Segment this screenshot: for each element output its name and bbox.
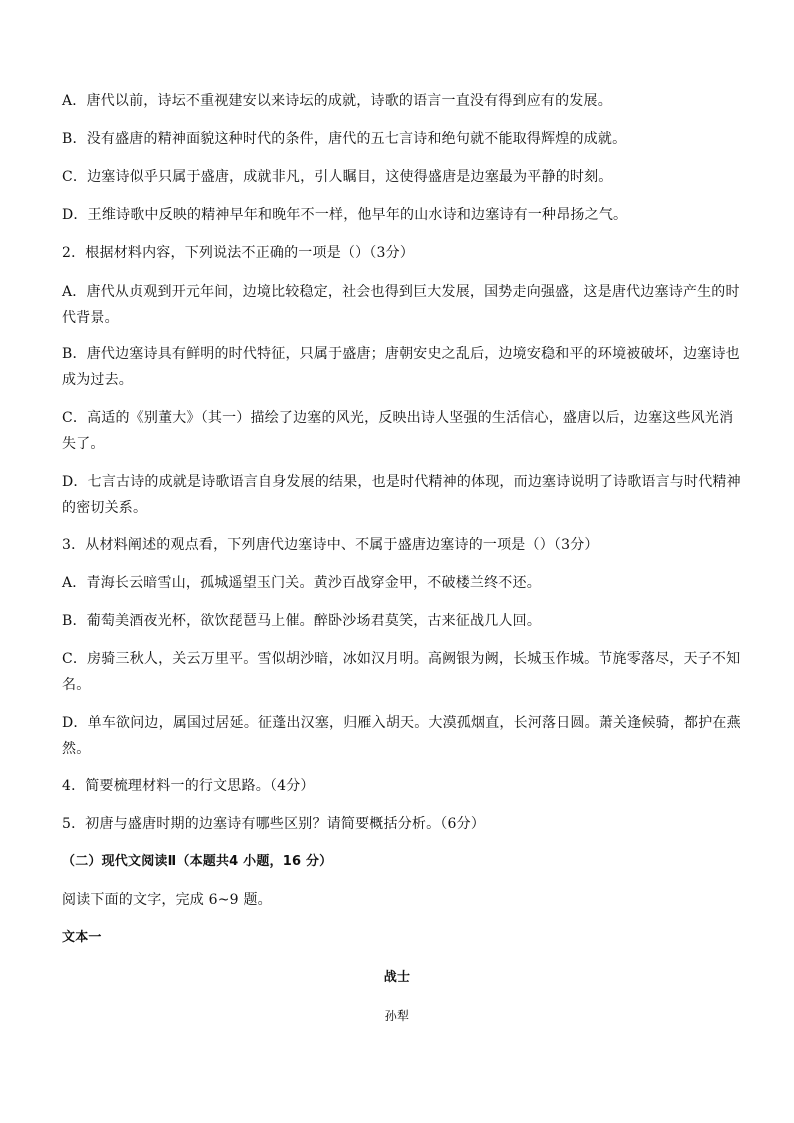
q2-option-d-line1: D．七言古诗的成就是诗歌语言自身发展的结果，也是时代精神的体现，而边塞诗说明了诗歌语言与时代精神 [62,474,741,490]
q3-option-d-line1: D．单车欲问边，属国过居延。征蓬出汉塞，归雁入胡天。大漠孤烟直，长河落日圆。萧关逢候骑，都护在燕 [62,715,741,731]
q1-option-c: C．边塞诗似乎只属于盛唐，成就非凡，引人瞩目，这使得盛唐是边塞最为平静的时刻。 [62,169,613,185]
section-heading: （二）现代文阅读Ⅱ（本题共4 小题，16 分） [62,854,333,869]
q2-option-c-line1: C．高适的《别董大》（其一）描绘了边塞的风光，反映出诗人坚强的生活信心，盛唐以后，边塞这些风光消 [62,410,734,426]
text-label: 文本一 [62,930,102,945]
q3-option-c-line1: C．房骑三秋人，关云万里平。雪似胡沙暗，冰如汉月明。高阙银为阙，长城玉作城。节旄零落尽，天子不知 [62,651,741,667]
q2-option-a-line2: 代背景。 [62,310,119,326]
section-instruction: 阅读下面的文字，完成 6~9 题。 [62,892,272,908]
q3-option-c-line2: 名。 [62,677,91,693]
q4-stem: 4．简要梳理材料一的行文思路。（4分） [62,778,315,794]
passage-author: 孙犁 [384,1009,410,1023]
q2-stem: 2．根据材料内容，下列说法不正确的一项是（）（3分） [62,245,415,261]
q5-stem: 5．初唐与盛唐时期的边塞诗有哪些区别？请简要概括分析。（6分） [62,816,486,832]
q2-option-a-line1: A．唐代从贞观到开元年间，边境比较稳定，社会也得到巨大发展，国势走向强盛，这是唐代边塞诗产生的时 [62,284,740,300]
q2-option-c-line2: 失了。 [62,436,105,452]
passage-title: 战士 [383,970,411,985]
q3-option-d-line2: 然。 [62,741,91,757]
q3-option-b: B．葡萄美酒夜光杯，欲饮琵琶马上催。醉卧沙场君莫笑，古来征战几人回。 [62,613,542,629]
q2-option-d-line2: 的密切关系。 [62,500,148,516]
q2-option-b-line1: B．唐代边塞诗具有鲜明的时代特征，只属于盛唐；唐朝安史之乱后，边境安稳和平的环境被破坏，边塞诗也 [62,346,740,362]
q2-option-b-line2: 成为过去。 [62,372,133,388]
q3-option-a: A．青海长云暗雪山，孤城遥望玉门关。黄沙百战穿金甲，不破楼兰终不还。 [62,575,541,591]
q3-stem: 3．从材料阐述的观点看，下列唐代边塞诗中、不属于盛唐边塞诗的一项是（）（3分） [62,537,599,553]
q1-option-b: B．没有盛唐的精神面貌这种时代的条件，唐代的五七言诗和绝句就不能取得辉煌的成就。 [62,131,627,147]
q1-option-d: D．王维诗歌中反映的精神早年和晚年不一样，他早年的山水诗和边塞诗有一种昂扬之气。 [62,207,628,223]
q1-option-a: A．唐代以前，诗坛不重视建安以来诗坛的成就，诗歌的语言一直没有得到应有的发展。 [62,93,612,109]
